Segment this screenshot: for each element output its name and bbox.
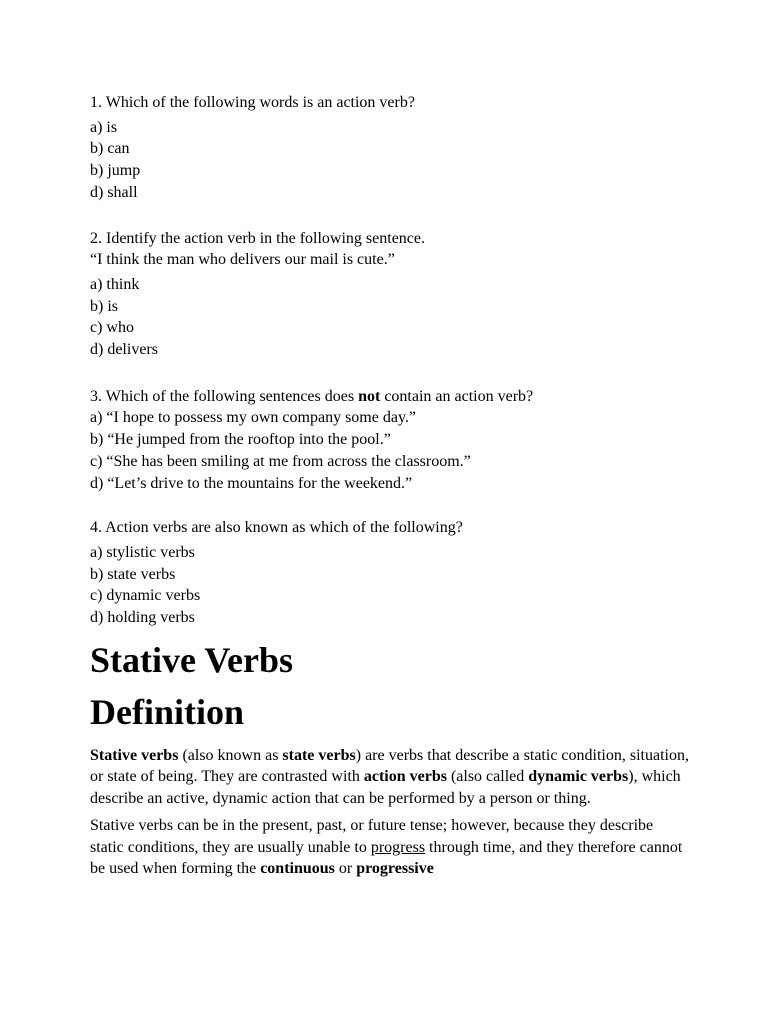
option-item: d) “Let’s drive to the mountains for the weekend.” [90, 474, 413, 492]
term-dynamic-verbs: dynamic verbs [528, 768, 629, 786]
option-item: d) delivers [90, 341, 158, 359]
paragraph-text: or [334, 860, 357, 878]
option-list [90, 274, 690, 361]
option-item: a) stylistic verbs [90, 543, 195, 561]
option-item: c) dynamic verbs [90, 587, 201, 605]
tense-paragraph [90, 815, 690, 880]
option-item: c) who [90, 319, 134, 337]
paragraph-text: through time, and they therefore cannot be used when forming the [90, 838, 683, 878]
question-3 [90, 386, 690, 495]
section-heading: Stative Verbs [90, 639, 294, 680]
question-title: 4. Action verbs are also known as which of the following? [90, 519, 463, 537]
term-progressive: progressive [356, 860, 434, 878]
definition-paragraph [90, 745, 690, 810]
option-list [90, 542, 690, 629]
term-continuous: continuous [260, 860, 335, 878]
paragraph-text: (also known as [178, 746, 283, 764]
question-title: 2. Identify the action verb in the following sentence. [90, 229, 426, 247]
paragraph-text: ), which describe an active, dynamic action that can be performed by a person or thing. [90, 768, 681, 808]
question-4 [90, 517, 690, 629]
document-page [90, 92, 690, 880]
question-title-text: contain an action verb? [380, 387, 534, 405]
option-item: b) jump [90, 162, 141, 180]
option-item: d) shall [90, 183, 138, 201]
option-item: b) “He jumped from the rooftop into the pool.” [90, 431, 391, 449]
question-title: 1. Which of the following words is an action verb? [90, 94, 415, 111]
option-list [90, 117, 690, 204]
question-title-text: 3. Which of the following sentences does [90, 387, 359, 405]
term-state-verbs: state verbs [282, 746, 356, 764]
question-quote: “I think the man who delivers our mail is cute.” [90, 251, 395, 269]
question-title-emphasis: not [358, 387, 381, 405]
option-item: c) “She has been smiling at me from across the classroom.” [90, 452, 471, 470]
option-item: a) think [90, 275, 140, 293]
paragraph-text: Stative verbs can be in the present, past, or future tense; however, because they describe static conditions, they are usually unable to [90, 816, 654, 856]
option-item: a) “I hope to possess my own company some day.” [90, 409, 416, 427]
term-stative-verbs: Stative verbs [90, 746, 179, 764]
option-item: a) is [90, 118, 118, 136]
option-item: b) can [90, 140, 130, 158]
paragraph-text: ) are verbs that describe a static condition, situation, or state of being. They are contrasted with [90, 746, 689, 786]
option-list [90, 407, 690, 494]
question-1 [90, 92, 690, 204]
option-item: d) holding verbs [90, 609, 195, 627]
option-item: b) is [90, 297, 118, 315]
option-item: b) state verbs [90, 565, 176, 583]
section-subheading: Definition [90, 691, 245, 732]
term-action-verbs: action verbs [363, 768, 447, 786]
question-2 [90, 228, 690, 361]
paragraph-text: (also called [446, 768, 529, 786]
question-title [90, 386, 690, 408]
progress-link[interactable]: progress [370, 838, 426, 856]
